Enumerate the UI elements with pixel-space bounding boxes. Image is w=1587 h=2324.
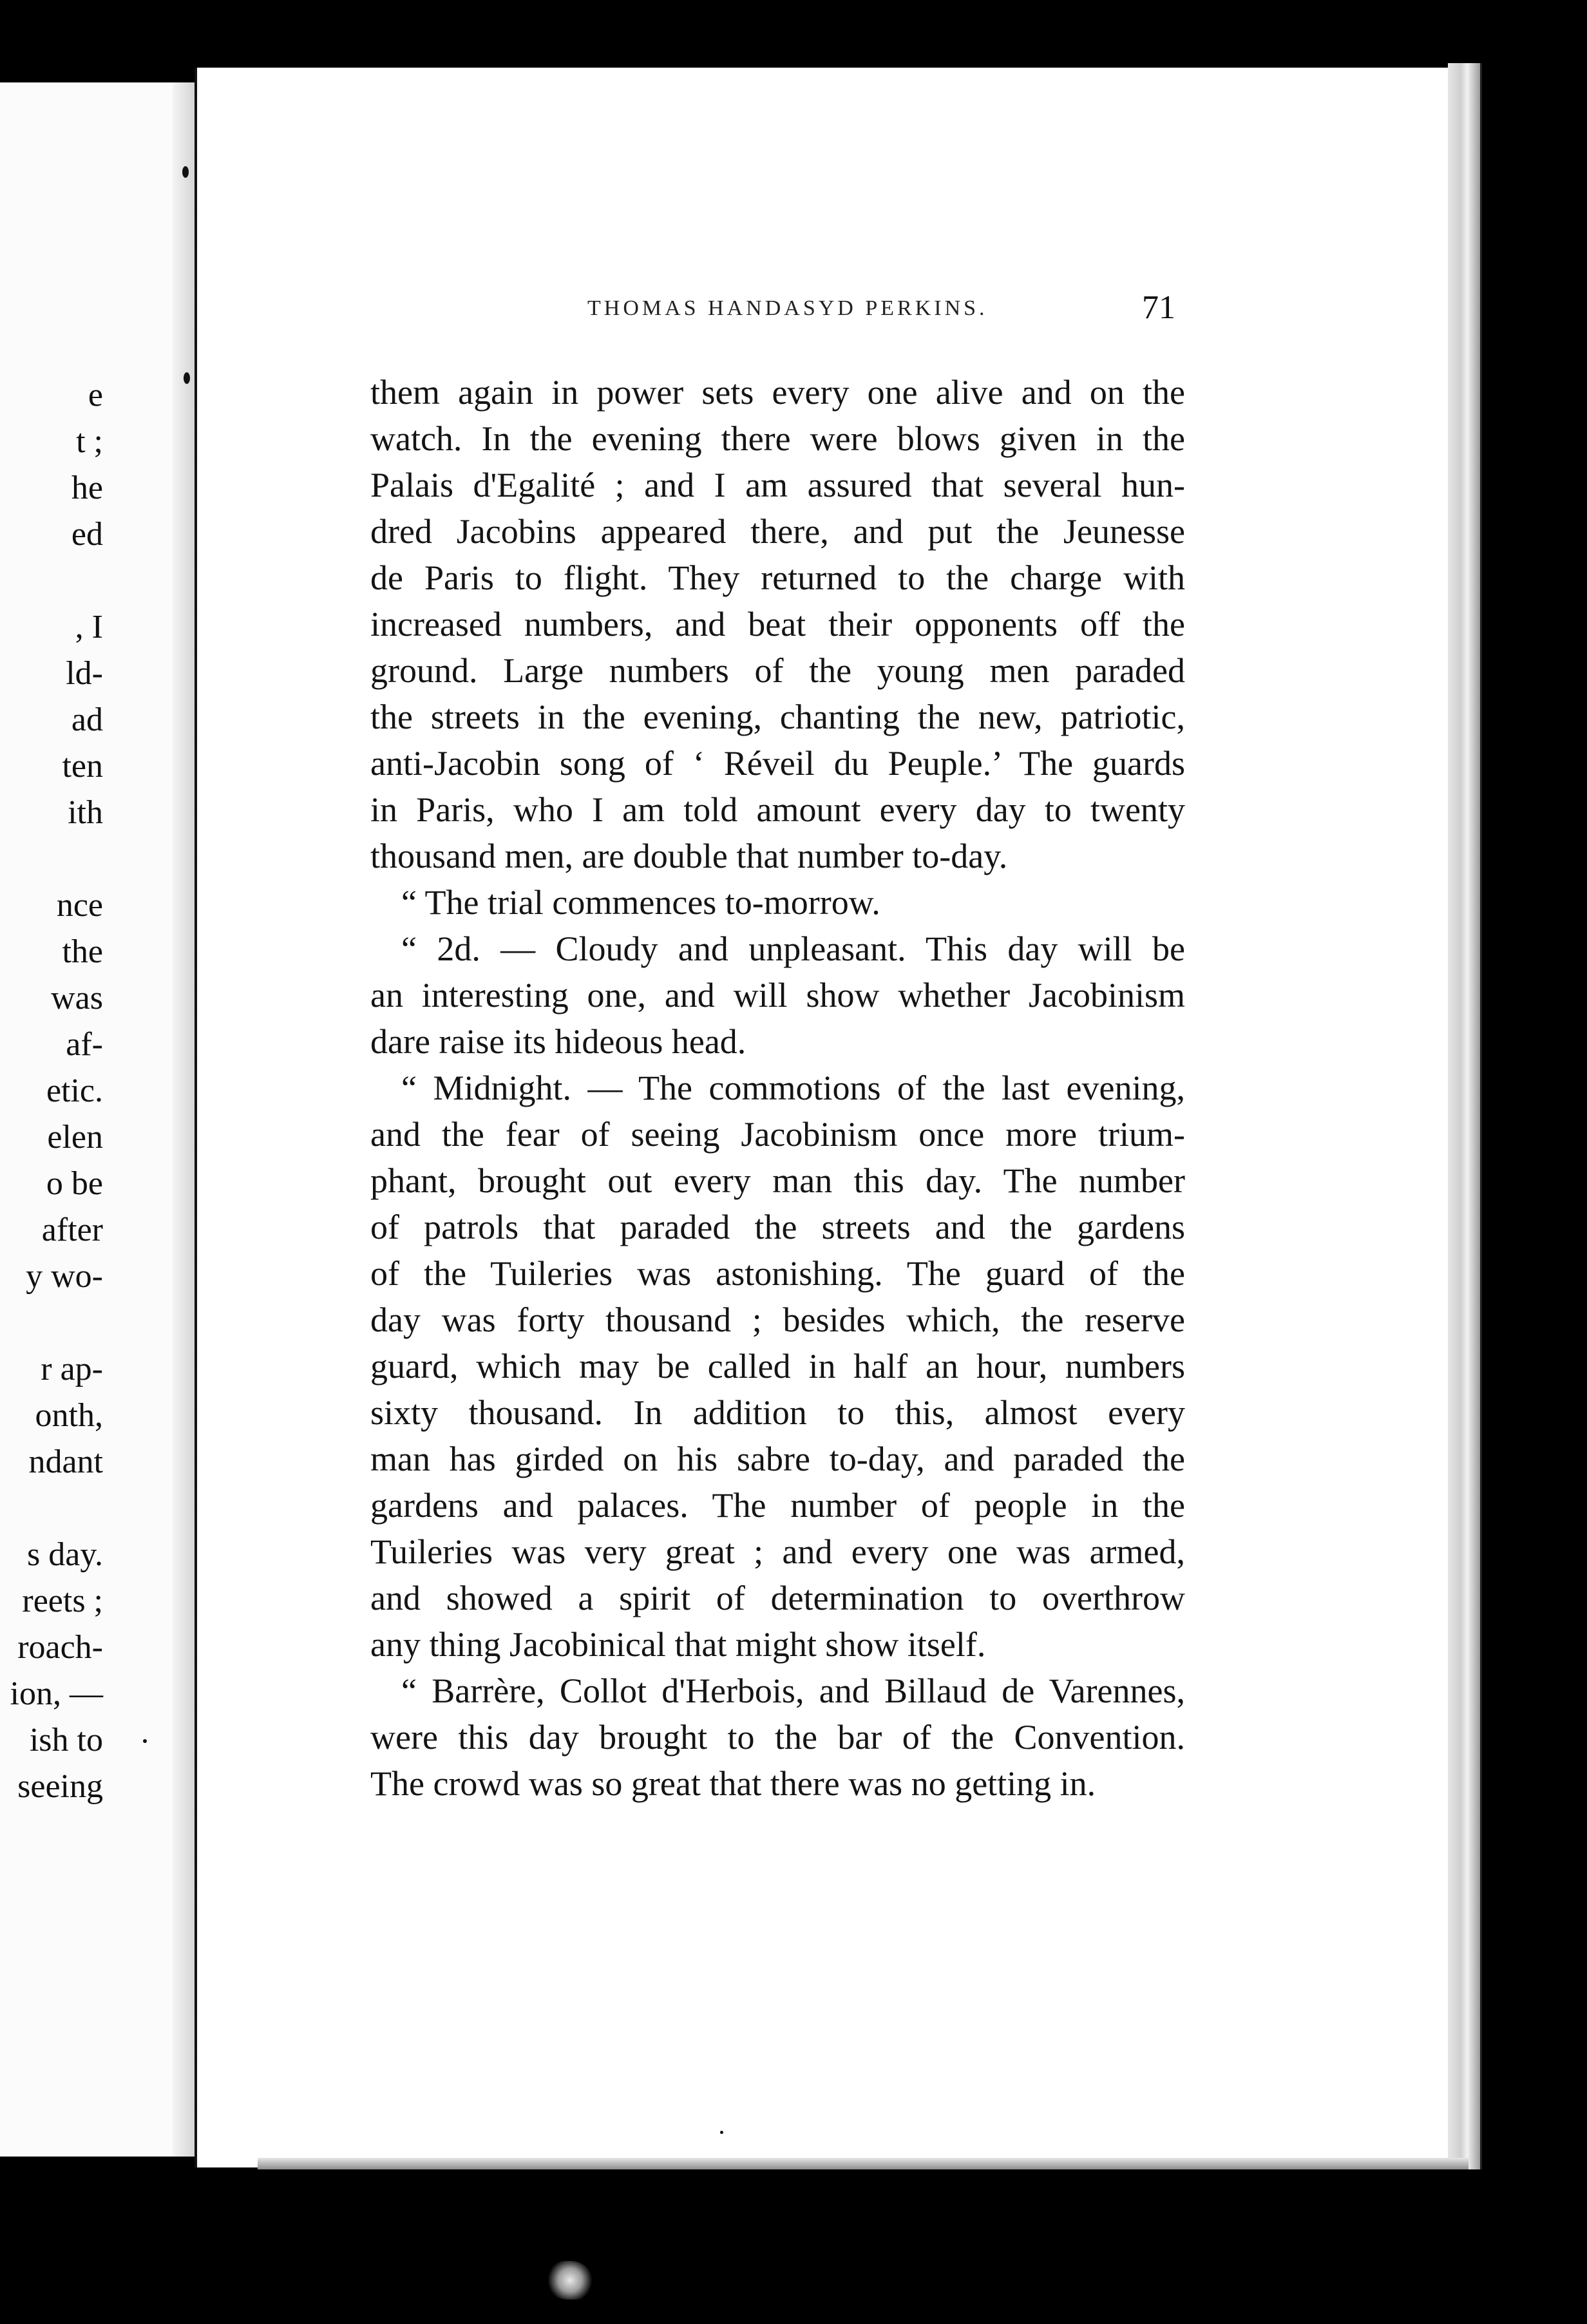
previous-page-line: ish to	[29, 1722, 103, 1758]
previous-page-line: onth,	[35, 1397, 103, 1434]
text-line: guard, which may be called in half an hour, numbers	[370, 1347, 1185, 1386]
previous-page-line: r ap-	[41, 1351, 103, 1387]
text-line: dare raise its hideous head.	[370, 1022, 746, 1061]
previous-page-line: nce	[56, 887, 103, 924]
previous-page-line: o be	[46, 1165, 103, 1202]
text-line: of patrols that paraded the streets and the gardens	[370, 1208, 1185, 1246]
previous-page-line: elen	[47, 1119, 103, 1156]
previous-page-line: reets ;	[22, 1583, 103, 1619]
previous-page-line: roach-	[17, 1629, 103, 1666]
previous-page-line: ed	[71, 516, 103, 553]
text-line: increased numbers, and beat their opponents off the	[370, 605, 1185, 643]
text-line: “ Midnight. — The commotions of the last evening,	[401, 1069, 1185, 1107]
previous-page-line: ad	[71, 701, 103, 738]
text-line: were this day brought to the bar of the Convention.	[370, 1718, 1185, 1757]
text-line: anti-Jacobin song of ‘ Réveil du Peuple.’ The guards	[370, 744, 1185, 783]
previous-page-line: s day.	[27, 1536, 103, 1573]
previous-page-line: af-	[66, 1026, 103, 1063]
text-line: Palais d'Egalité ; and I am assured that several hun-	[370, 466, 1185, 504]
text-line: watch. In the evening there were blows given in the	[370, 419, 1185, 458]
previous-page-line: ith	[68, 794, 103, 831]
text-line: day was forty thousand ; besides which, the reserve	[370, 1300, 1185, 1339]
ink-speck	[182, 166, 189, 178]
text-line: of the Tuileries was astonishing. The guard of the	[370, 1254, 1185, 1293]
previous-page-line: etic.	[46, 1072, 103, 1109]
previous-page-line: , I	[75, 609, 103, 645]
previous-page-line: the	[62, 933, 103, 970]
previous-page-line: y wo-	[26, 1258, 103, 1295]
text-line: dred Jacobins appeared there, and put the Jeunesse	[370, 512, 1185, 551]
ink-speck	[184, 372, 190, 384]
text-line: gardens and palaces. The number of people in the	[370, 1486, 1185, 1525]
text-line: “ The trial commences to-morrow.	[401, 883, 880, 922]
running-head: THOMAS HANDASYD PERKINS.	[587, 296, 988, 320]
text-line: sixty thousand. In addition to this, almost every	[370, 1393, 1185, 1432]
text-line: Tuileries was very great ; and every one was armed,	[370, 1532, 1185, 1571]
previous-page-line: e	[88, 377, 103, 414]
text-line: “ Barrère, Collot d'Herbois, and Billaud de Varennes,	[401, 1672, 1185, 1710]
text-line: and the fear of seeing Jacobinism once more trium-	[370, 1115, 1185, 1154]
previous-page-line: was	[51, 980, 103, 1016]
text-line: in Paris, who I am told amount every day to twenty	[370, 790, 1185, 829]
previous-page-line: seeing	[17, 1768, 103, 1805]
previous-page-line: after	[41, 1212, 103, 1248]
page-bottom-edge	[258, 2158, 1468, 2169]
text-line: an interesting one, and will show whether Jacobinism	[370, 976, 1185, 1014]
previous-page-line: ion, —	[10, 1675, 103, 1712]
text-line: the streets in the evening, chanting the new, patriotic,	[370, 698, 1185, 736]
page-number: 71	[1142, 289, 1175, 326]
text-line: and showed a spirit of determination to overthrow	[370, 1579, 1185, 1617]
text-line: The crowd was so great that there was no getting in.	[370, 1764, 1096, 1803]
previous-page-line: t ;	[76, 423, 103, 460]
text-line: ground. Large numbers of the young men paraded	[370, 651, 1185, 690]
scan-artifact	[547, 2261, 593, 2300]
text-line: any thing Jacobinical that might show itself.	[370, 1625, 986, 1664]
previous-page-line: he	[71, 470, 103, 506]
previous-page-line: ten	[62, 748, 103, 785]
text-line: man has girded on his sabre to-day, and paraded the	[370, 1440, 1185, 1478]
previous-page-line: ld-	[66, 655, 103, 692]
text-line: them again in power sets every one alive and on the	[370, 373, 1185, 412]
text-line: “ 2d. — Cloudy and unpleasant. This day will be	[401, 929, 1185, 968]
ink-speck	[720, 2131, 723, 2134]
text-line: thousand men, are double that number to-day.	[370, 837, 1008, 875]
text-line: de Paris to flight. They returned to the charge with	[370, 558, 1185, 597]
text-line: phant, brought out every man this day. The number	[370, 1161, 1185, 1200]
page-edge	[1448, 63, 1482, 2169]
ink-speck	[143, 1739, 147, 1743]
previous-page-line: ndant	[28, 1443, 103, 1480]
